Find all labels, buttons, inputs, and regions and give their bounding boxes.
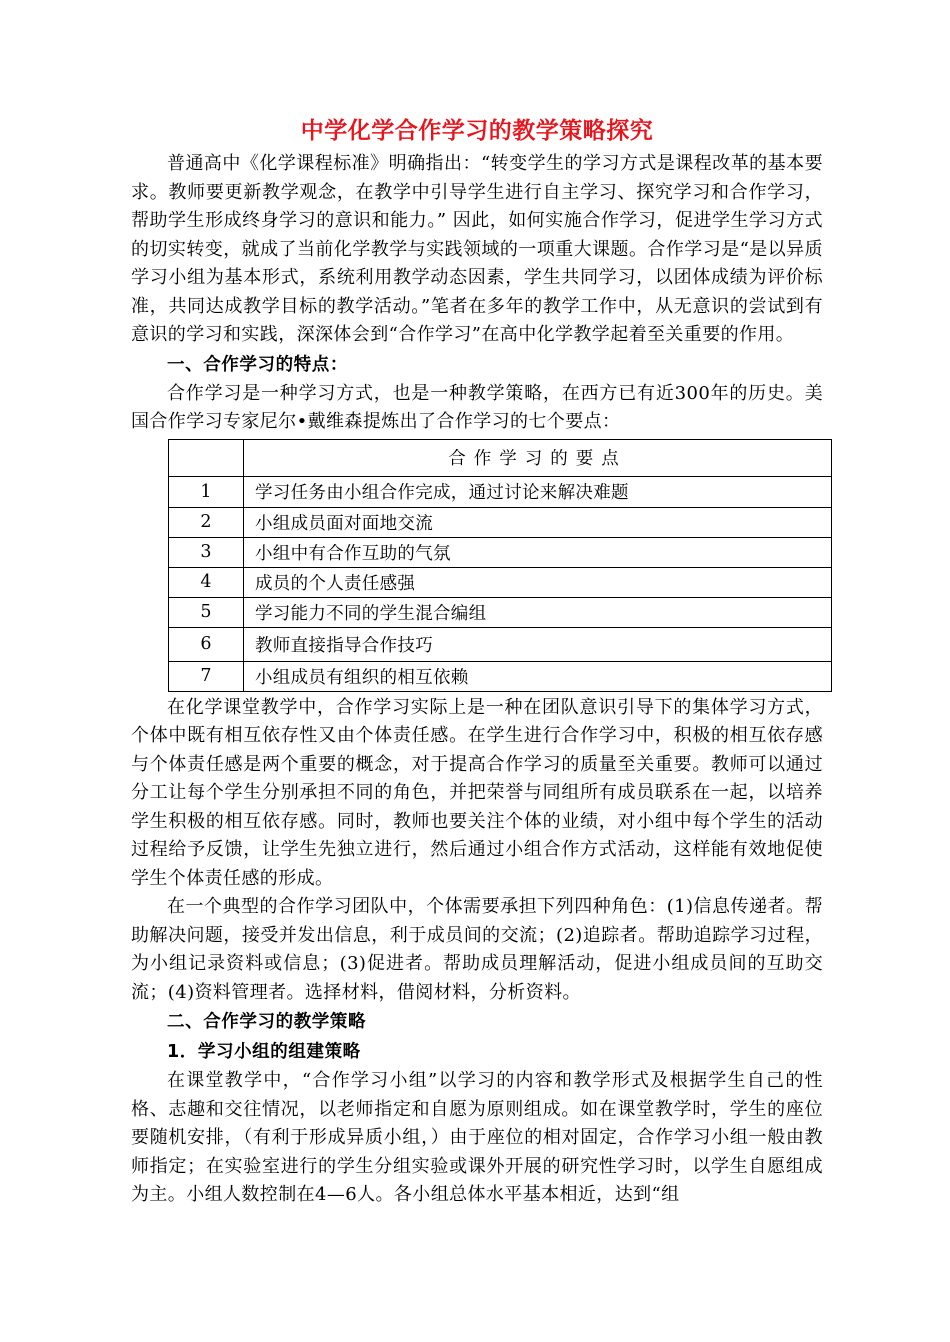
row-text: 学习任务由小组合作完成，通过讨论来解决难题 [244, 476, 832, 507]
table-row [169, 476, 832, 507]
row-text: 小组中有合作互助的气氛 [244, 537, 832, 567]
table-row [169, 627, 832, 661]
row-number: 2 [169, 507, 244, 537]
row-number: 4 [169, 567, 244, 597]
table-row [169, 661, 832, 691]
row-number: 7 [169, 661, 244, 691]
row-text: 教师直接指导合作技巧 [244, 627, 832, 661]
table-header-row [169, 439, 832, 476]
row-number: 5 [169, 597, 244, 627]
table-header: 合作学习的要点 [244, 439, 832, 476]
subsection1-heading: 1．学习小组的组建策略 [167, 1042, 361, 1062]
document-title: 中学化学合作学习的教学策略探究 [300, 117, 654, 144]
table-corner-cell [169, 439, 244, 476]
section1-heading: 一、合作学习的特点： [167, 354, 348, 375]
roles-paragraph: 在一个典型的合作学习团队中，个体需要承担下列四种角色：(1)信息传递者。帮助解决问题，接受并发出信息，利于成员间的交流；(2)追踪者。帮助追踪学习过程，为小组记录资料或信息；(3)促进者。帮助成员理解活动，促进小组成员间的互助交流；(4)资料管理者。选择材料，借阅材料，分析资料。 [131, 896, 823, 1003]
key-points-table [168, 439, 832, 692]
document-page [131, 112, 823, 1210]
section2-heading: 二、合作学习的教学策略 [167, 1012, 367, 1032]
row-number: 3 [169, 537, 244, 567]
section1-intro-paragraph: 合作学习是一种学习方式，也是一种教学策略，在西方已有近300年的历史。美国合作学习专家尼尔•戴维森提炼出了合作学习的七个要点： [131, 382, 823, 432]
intro-paragraph: 普通高中《化学课程标准》明确指出：“转变学生的学习方式是课程改革的基本要求。教师要更新教学观念，在教学中引导学生进行自主学习、探究学习和合作学习，帮助学生形成终身学习的意识和能力。” 因此，如何实施合作学习，促进学生学习方式的切实转变，就成了当前化学教学与实践领域的一项重大课题。合作学习是“是以异质学习小组为基本形式，系统利用教学动态因素，学生共同学习，以团体成绩为评价标准，共同达成教学目标的教学活动。”笔者在多年的教学工作中，从无意识的尝试到有意识的学习和实践，深深体会到“合作学习”在高中化学教学起着至关重要的作用。 [131, 153, 823, 345]
table-row [169, 597, 832, 627]
row-text: 小组成员有组织的相互依赖 [244, 661, 832, 691]
table-row [169, 507, 832, 537]
groups-paragraph: 在课堂教学中，“合作学习小组”以学习的内容和教学形式及根据学生自己的性格、志趣和交往情况，以老师指定和自愿为原则组成。如在课堂教学时，学生的座位要随机安排，（有利于形成异质小组，）由于座位的相对固定，合作学习小组一般由教师指定；在实验室进行的学生分组实验或课外开展的研究性学习时，以学生自愿组成为主。小组人数控制在4—6人。各小组总体水平基本相近，达到“组 [131, 1070, 823, 1205]
table-row [169, 567, 832, 597]
table-row [169, 537, 832, 567]
row-text: 学习能力不同的学生混合编组 [244, 597, 832, 627]
row-text: 小组成员面对面地交流 [244, 507, 832, 537]
row-number: 6 [169, 627, 244, 661]
after-table-paragraph: 在化学课堂教学中，合作学习实际上是一种在团队意识引导下的集体学习方式，个体中既有相互依存性又由个体责任感。在学生进行合作学习中，积极的相互依存感与个体责任感是两个重要的概念，对于提高合作学习的质量至关重要。教师可以通过分工让每个学生分别承担不同的角色，并把荣誉与同组所有成员联系在一起，以培养学生积极的相互依存感。同时，教师也要关注个体的业绩，对小组中每个学生的活动过程给予反馈，让学生先独立进行，然后通过小组合作方式活动，这样能有效地促使学生个体责任感的形成。 [131, 696, 823, 889]
row-number: 1 [169, 476, 244, 507]
row-text: 成员的个人责任感强 [244, 567, 832, 597]
